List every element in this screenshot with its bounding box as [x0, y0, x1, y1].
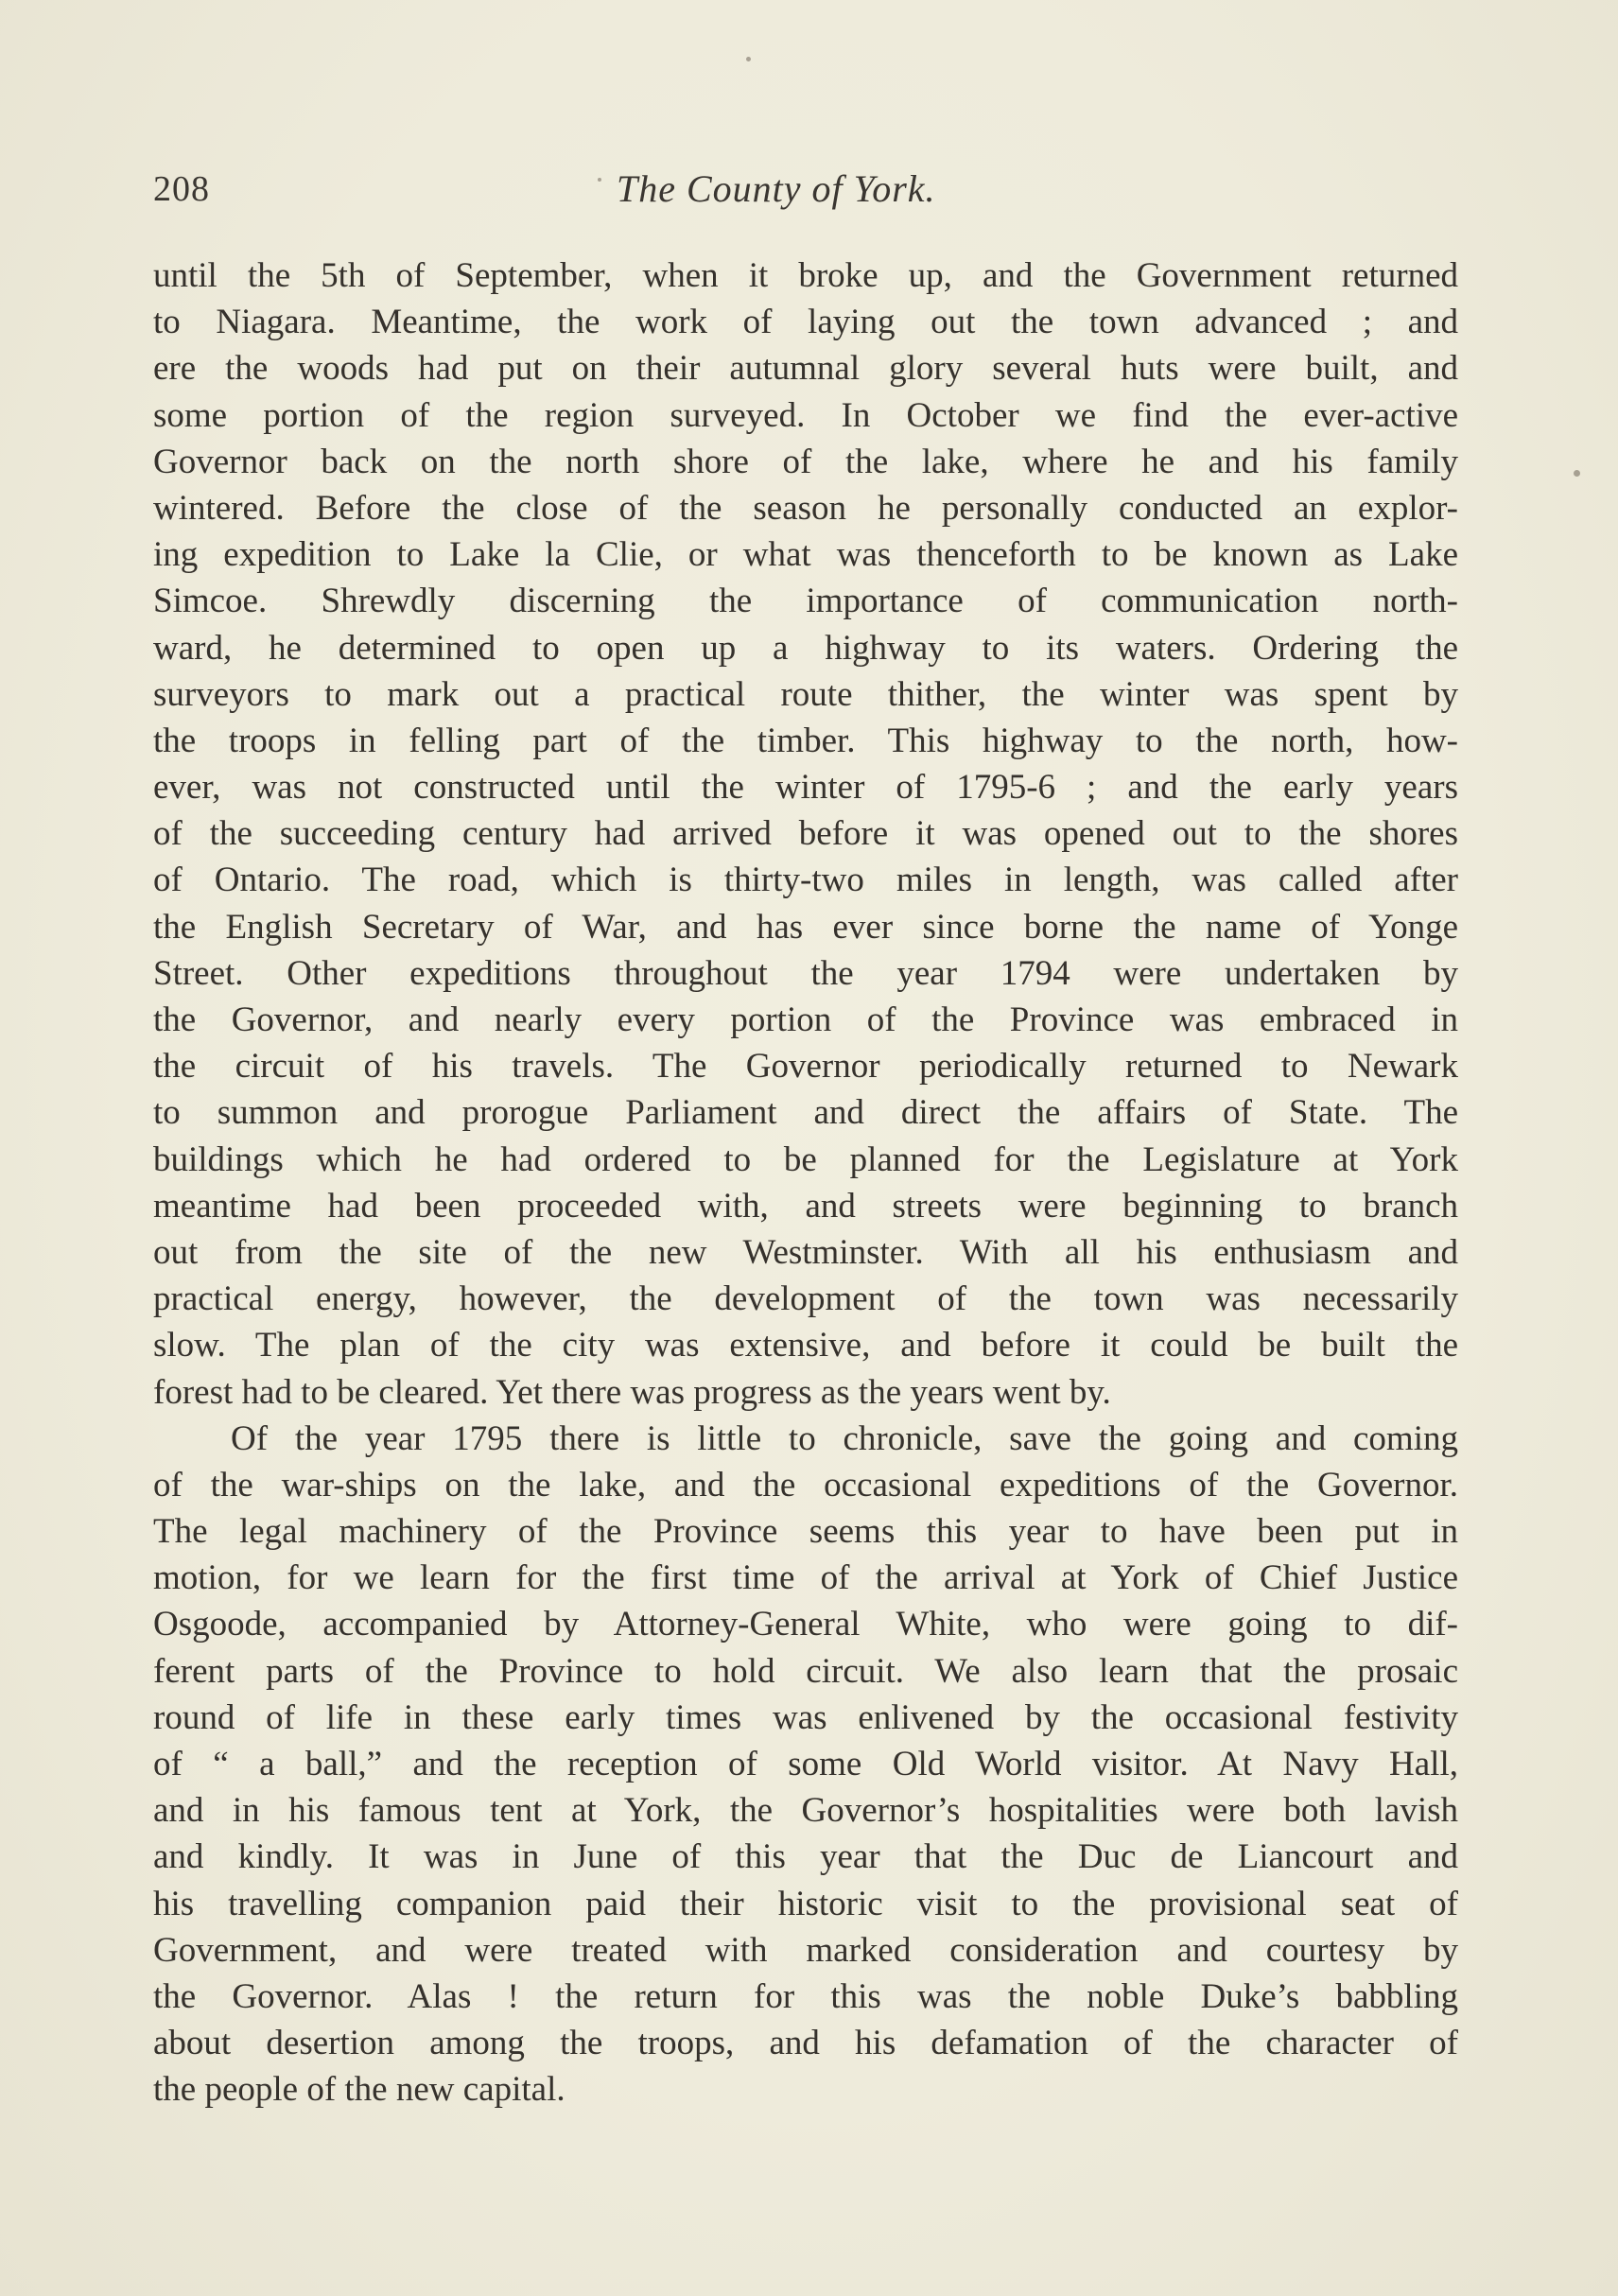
text-line: Simcoe. Shrewdly discerning the importance of communication north-: [153, 582, 1458, 621]
text-line: and kindly. It was in June of this year that the Duc de Liancourt and: [153, 1837, 1458, 1877]
text-line: motion, for we learn for the first time of the arrival at York of Chief Justice: [153, 1558, 1458, 1598]
text-line: Osgoode, accompanied by Attorney-General White, who were going to dif-: [153, 1605, 1458, 1644]
text-line: the circuit of his travels. The Governor periodically returned to Newark: [153, 1047, 1458, 1087]
running-head: [153, 163, 1458, 229]
text-line: wintered. Before the close of the season he personally conducted an explor-: [153, 488, 1458, 528]
text-line: the Governor, and nearly every portion of the Province was embraced in: [153, 1000, 1458, 1039]
text-line: about desertion among the troops, and his defamation of the character of: [153, 2024, 1458, 2063]
text-line: the Governor. Alas ! the return for this was the noble Duke’s babbling: [153, 1976, 1458, 2016]
text-line: ward, he determined to open up a highway to its waters. Ordering the: [153, 628, 1458, 668]
text-line: surveyors to mark out a practical route thither, the winter was spent by: [153, 674, 1458, 714]
text-line: Street. Other expeditions throughout the year 1794 were undertaken by: [153, 953, 1458, 993]
text-line: Governor back on the north shore of the lake, where he and his family: [153, 442, 1458, 481]
text-line: to summon and prorogue Parliament and direct the affairs of State. The: [153, 1093, 1458, 1133]
body-text: [153, 252, 1458, 2113]
text-line: of Ontario. The road, which is thirty-two miles in length, was called after: [153, 861, 1458, 900]
text-line: until the 5th of September, when it broke up, and the Government returned: [153, 256, 1458, 295]
text-line: round of life in these early times was enlivened by the occasional festivity: [153, 1697, 1458, 1737]
text-line: to Niagara. Meantime, the work of laying out the town advanced ; and: [153, 303, 1458, 342]
paper-speck: [746, 57, 751, 61]
text-line: ever, was not constructed until the winter of 1795-6 ; and the early years: [153, 768, 1458, 808]
text-line: slow. The plan of the city was extensive, and before it could be built the: [153, 1326, 1458, 1365]
text-line: Of the year 1795 there is little to chronicle, save the going and coming: [231, 1418, 1458, 1458]
text-line: out from the site of the new Westminster. With all his enthusiasm and: [153, 1232, 1458, 1272]
paragraph: [153, 1416, 1458, 2113]
text-line: The legal machinery of the Province seems this year to have been put in: [153, 1512, 1458, 1552]
text-line: forest had to be cleared. Yet there was progress as the years went by.: [153, 1372, 1111, 1412]
text-line: meantime had been proceeded with, and streets were beginning to branch: [153, 1186, 1458, 1226]
text-line: Government, and were treated with marked consideration and courtesy by: [153, 1930, 1458, 1970]
text-line: of “ a ball,” and the reception of some Old World visitor. At Navy Hall,: [153, 1745, 1458, 1783]
text-line: buildings which he had ordered to be planned for the Legislature at York: [153, 1139, 1458, 1179]
text-line: the people of the new capital.: [153, 2070, 565, 2110]
paragraph: [153, 252, 1458, 1416]
text-line: of the succeeding century had arrived before it was opened out to the shores: [153, 814, 1458, 854]
text-line: ferent parts of the Province to hold circuit. We also learn that the prosaic: [153, 1651, 1458, 1691]
text-line: the troops in felling part of the timber. This highway to the north, how-: [153, 721, 1458, 760]
page-number: 208: [153, 169, 210, 209]
text-line: ing expedition to Lake la Clie, or what was thenceforth to be known as Lake: [153, 535, 1458, 575]
text-line: practical energy, however, the development of the town was necessarily: [153, 1279, 1458, 1319]
text-line: and in his famous tent at York, the Governor’s hospitalities were both lavish: [153, 1791, 1458, 1831]
text-line: his travelling companion paid their historic visit to the provisional seat of: [153, 1884, 1458, 1923]
text-line: ere the woods had put on their autumnal glory several huts were built, and: [153, 349, 1458, 389]
text-line: of the war-ships on the lake, and the occasional expeditions of the Governor.: [153, 1465, 1458, 1505]
text-line: some portion of the region surveyed. In October we find the ever-active: [153, 395, 1458, 435]
paper-speck: [1574, 470, 1580, 477]
text-line: the English Secretary of War, and has ever since borne the name of Yonge: [153, 907, 1458, 947]
running-title: The County of York.: [617, 167, 936, 210]
